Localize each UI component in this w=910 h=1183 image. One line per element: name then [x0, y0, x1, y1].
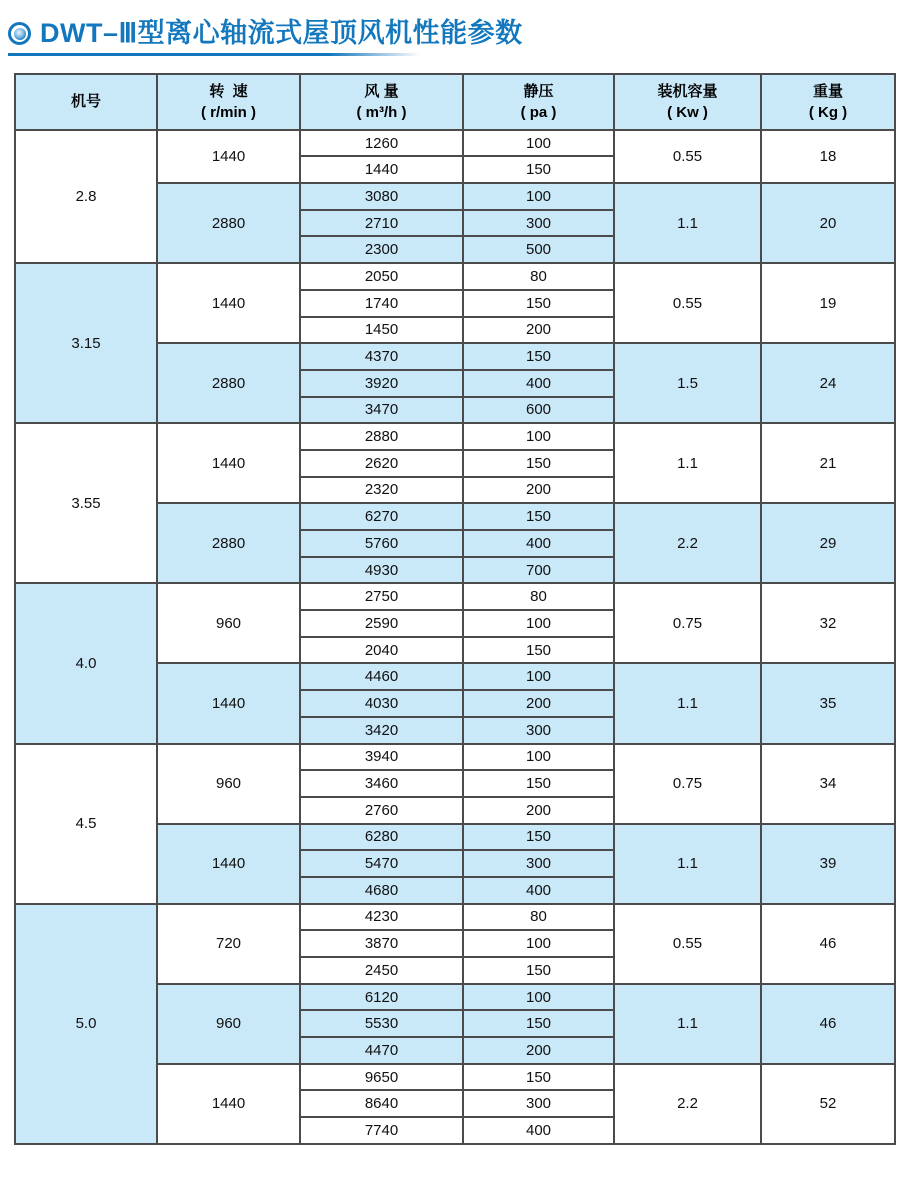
pressure-cell: 100 [463, 183, 614, 210]
pressure-cell: 400 [463, 370, 614, 397]
capacity-cell: 1.5 [614, 343, 761, 423]
airflow-cell: 2880 [300, 423, 463, 450]
speed-cell: 2880 [157, 503, 300, 583]
capacity-cell: 1.1 [614, 984, 761, 1064]
pressure-cell: 150 [463, 770, 614, 797]
column-header-unit: ( Kg ) [808, 103, 848, 121]
pressure-cell: 150 [463, 637, 614, 664]
column-header-unit: ( Kw ) [667, 103, 708, 121]
pressure-cell: 200 [463, 317, 614, 344]
pressure-cell: 150 [463, 450, 614, 477]
weight-cell: 34 [761, 744, 895, 824]
pressure-cell: 100 [463, 744, 614, 771]
airflow-cell: 7740 [300, 1117, 463, 1144]
pressure-cell: 150 [463, 343, 614, 370]
airflow-cell: 4470 [300, 1037, 463, 1064]
capacity-cell: 0.55 [614, 130, 761, 183]
column-header-unit: ( r/min ) [201, 103, 256, 121]
pressure-cell: 100 [463, 930, 614, 957]
airflow-cell: 4460 [300, 663, 463, 690]
pressure-cell: 400 [463, 1117, 614, 1144]
model-cell: 4.5 [15, 744, 157, 904]
speed-cell: 1440 [157, 1064, 300, 1144]
speed-cell: 1440 [157, 663, 300, 743]
airflow-cell: 4230 [300, 904, 463, 931]
column-header-label: 风 量 [364, 82, 399, 100]
column-header-label: 转 速 [209, 82, 248, 100]
speed-cell: 1440 [157, 130, 300, 183]
pressure-cell: 500 [463, 236, 614, 263]
pressure-cell: 200 [463, 797, 614, 824]
airflow-cell: 3470 [300, 397, 463, 424]
model-cell: 2.8 [15, 130, 157, 263]
column-header-model [15, 74, 157, 130]
airflow-cell: 2750 [300, 583, 463, 610]
pressure-cell: 300 [463, 1090, 614, 1117]
airflow-cell: 2620 [300, 450, 463, 477]
weight-cell: 18 [761, 130, 895, 183]
pressure-cell: 600 [463, 397, 614, 424]
pressure-cell: 80 [463, 583, 614, 610]
airflow-cell: 6120 [300, 984, 463, 1011]
airflow-cell: 3420 [300, 717, 463, 744]
speed-cell: 720 [157, 904, 300, 984]
column-header-pressure [463, 74, 614, 130]
pressure-cell: 150 [463, 156, 614, 183]
speed-cell: 960 [157, 744, 300, 824]
pressure-cell: 100 [463, 663, 614, 690]
airflow-cell: 2710 [300, 210, 463, 237]
airflow-cell: 8640 [300, 1090, 463, 1117]
column-header-label: 静压 [523, 82, 554, 100]
airflow-cell: 3920 [300, 370, 463, 397]
table-row [15, 263, 895, 290]
weight-cell: 46 [761, 904, 895, 984]
airflow-cell: 1740 [300, 290, 463, 317]
table-row [15, 423, 895, 450]
capacity-cell: 0.75 [614, 583, 761, 663]
weight-cell: 35 [761, 663, 895, 743]
airflow-cell: 3940 [300, 744, 463, 771]
airflow-cell: 5470 [300, 850, 463, 877]
pressure-cell: 100 [463, 130, 614, 157]
pressure-cell: 200 [463, 690, 614, 717]
speed-cell: 2880 [157, 183, 300, 263]
airflow-cell: 3080 [300, 183, 463, 210]
pressure-cell: 100 [463, 423, 614, 450]
pressure-cell: 400 [463, 530, 614, 557]
column-header-label: 装机容量 [657, 82, 718, 100]
pressure-cell: 200 [463, 1037, 614, 1064]
pressure-cell: 100 [463, 984, 614, 1011]
fan-performance-table [14, 73, 896, 1145]
column-header-unit: ( m³/h ) [356, 103, 407, 121]
airflow-cell: 4930 [300, 557, 463, 584]
column-header-label: 重量 [812, 82, 843, 100]
pressure-cell: 150 [463, 957, 614, 984]
weight-cell: 52 [761, 1064, 895, 1144]
weight-cell: 46 [761, 984, 895, 1064]
airflow-cell: 5760 [300, 530, 463, 557]
weight-cell: 20 [761, 183, 895, 263]
speed-cell: 960 [157, 984, 300, 1064]
airflow-cell: 2320 [300, 477, 463, 504]
pressure-cell: 100 [463, 610, 614, 637]
model-cell: 3.55 [15, 423, 157, 583]
airflow-cell: 5530 [300, 1010, 463, 1037]
weight-cell: 39 [761, 824, 895, 904]
capacity-cell: 2.2 [614, 1064, 761, 1144]
pressure-cell: 200 [463, 477, 614, 504]
pressure-cell: 150 [463, 824, 614, 851]
speed-cell: 960 [157, 583, 300, 663]
page-title-row [0, 0, 910, 49]
title-underline [8, 53, 420, 56]
weight-cell: 32 [761, 583, 895, 663]
airflow-cell: 9650 [300, 1064, 463, 1091]
pressure-cell: 80 [463, 263, 614, 290]
airflow-cell: 2760 [300, 797, 463, 824]
header-row [15, 74, 895, 130]
page-title: DWT–Ⅲ型离心轴流式屋顶风机性能参数 [40, 18, 523, 48]
pressure-cell: 300 [463, 717, 614, 744]
pressure-cell: 300 [463, 850, 614, 877]
airflow-cell: 3870 [300, 930, 463, 957]
column-header-unit: ( pa ) [520, 103, 557, 121]
capacity-cell: 0.55 [614, 904, 761, 984]
airflow-cell: 3460 [300, 770, 463, 797]
bullseye-icon-core [14, 28, 26, 40]
weight-cell: 21 [761, 423, 895, 503]
capacity-cell: 1.1 [614, 663, 761, 743]
table-body [15, 130, 895, 1144]
model-cell: 3.15 [15, 263, 157, 423]
speed-cell: 2880 [157, 343, 300, 423]
airflow-cell: 2050 [300, 263, 463, 290]
model-cell: 4.0 [15, 583, 157, 743]
airflow-cell: 2300 [300, 236, 463, 263]
pressure-cell: 700 [463, 557, 614, 584]
model-cell: 5.0 [15, 904, 157, 1144]
weight-cell: 24 [761, 343, 895, 423]
airflow-cell: 2590 [300, 610, 463, 637]
pressure-cell: 150 [463, 1010, 614, 1037]
table-row [15, 583, 895, 610]
column-header-speed [157, 74, 300, 130]
column-header-weight [761, 74, 895, 130]
weight-cell: 19 [761, 263, 895, 343]
table-row [15, 904, 895, 931]
capacity-cell: 1.1 [614, 824, 761, 904]
pressure-cell: 150 [463, 290, 614, 317]
pressure-cell: 80 [463, 904, 614, 931]
capacity-cell: 0.75 [614, 744, 761, 824]
speed-cell: 1440 [157, 824, 300, 904]
column-header-label: 机号 [70, 93, 101, 111]
capacity-cell: 1.1 [614, 423, 761, 503]
pressure-cell: 400 [463, 877, 614, 904]
table-row [15, 744, 895, 771]
pressure-cell: 300 [463, 210, 614, 237]
airflow-cell: 2040 [300, 637, 463, 664]
airflow-cell: 6280 [300, 824, 463, 851]
column-header-capacity [614, 74, 761, 130]
airflow-cell: 4030 [300, 690, 463, 717]
weight-cell: 29 [761, 503, 895, 583]
airflow-cell: 6270 [300, 503, 463, 530]
column-header-airflow [300, 74, 463, 130]
pressure-cell: 150 [463, 1064, 614, 1091]
airflow-cell: 4370 [300, 343, 463, 370]
airflow-cell: 1260 [300, 130, 463, 157]
speed-cell: 1440 [157, 423, 300, 503]
capacity-cell: 1.1 [614, 183, 761, 263]
capacity-cell: 0.55 [614, 263, 761, 343]
pressure-cell: 150 [463, 503, 614, 530]
table-header [15, 74, 895, 130]
table-row [15, 130, 895, 157]
airflow-cell: 4680 [300, 877, 463, 904]
capacity-cell: 2.2 [614, 503, 761, 583]
bullseye-icon [8, 22, 31, 45]
airflow-cell: 1440 [300, 156, 463, 183]
airflow-cell: 2450 [300, 957, 463, 984]
speed-cell: 1440 [157, 263, 300, 343]
airflow-cell: 1450 [300, 317, 463, 344]
